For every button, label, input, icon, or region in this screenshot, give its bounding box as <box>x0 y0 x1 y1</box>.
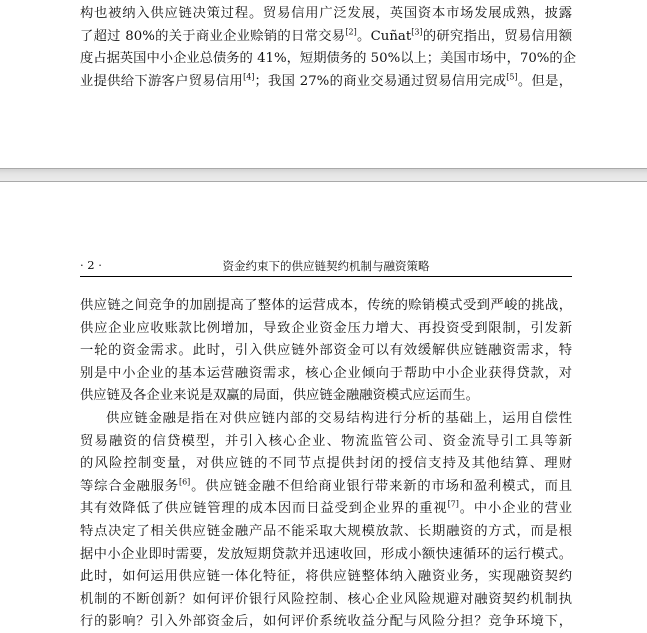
header-rule <box>80 276 572 277</box>
citation-ref: [2] <box>345 27 357 37</box>
page-bottom-line <box>106 407 572 430</box>
page-bottom-line <box>80 430 572 453</box>
text-run: 业提供给下游客户贸易信用 <box>80 73 244 89</box>
text-run: 供应企业应收账款比例增加，导致企业资金压力增大、再投资受到限制，引发新 <box>80 320 572 336</box>
text-run: 其有效降低了供应链管理的成本因而日益受到企业界的重视 <box>80 501 448 517</box>
text-run: 贸易融资的信贷模型，并引入核心企业、物流监管公司、资金流导引工具等新 <box>80 433 572 449</box>
text-run: 特点决定了相关供应链金融产品不能采取大规模放款、长期融资的方式，而是根 <box>80 524 572 539</box>
text-run: 。但是， <box>517 73 573 89</box>
running-title: 资金约束下的供应链契约机制与融资策略 <box>222 259 430 273</box>
text-run: 构也被纳入供应链决策过程。贸易信用广泛发展，英国资本市场发展成熟，披露 <box>80 6 572 21</box>
page-bottom-line <box>80 339 572 362</box>
text-run: 一轮的资金需求。此时，引入供应链外部资金可以有效缓解供应链融资需求，特 <box>80 343 572 359</box>
document-page-bottom <box>0 182 647 630</box>
page-gap-top-edge <box>0 168 647 169</box>
running-header <box>80 258 572 276</box>
page-bottom-line <box>80 610 572 633</box>
page-top-line <box>80 47 577 70</box>
page-bottom-line <box>80 497 572 520</box>
text-run: 。供应链金融不但给商业银行带来新的市场和盈利模式，而且 <box>190 478 573 494</box>
page-bottom-line <box>80 294 572 317</box>
page-number: · 2 · <box>80 258 102 272</box>
text-run: 度占据英国中小企业总债务的 41%，短期债务的 50%以上；美国市场中，70%的企 <box>80 51 577 66</box>
text-run: 据中小企业即时需要，发放短期贷款并迅速收回，形成小额快速循环的运行模式。 <box>80 546 572 562</box>
page-bottom-line <box>80 588 572 611</box>
text-run: 别是中小企业的基本运营融资需求，核心企业倾向于帮助中小企业获得贷款，对 <box>80 365 572 381</box>
page-gap <box>0 168 647 182</box>
page-bottom-line <box>80 475 572 498</box>
page-bottom-line <box>80 452 572 475</box>
text-run: 机制的不断创新？如何评价银行风险控制、核心企业风险规避对融资契约机制执 <box>80 591 572 607</box>
page-top-line <box>80 70 572 93</box>
page-bottom-line <box>80 362 572 385</box>
text-run: 此时，如何运用供应链一体化特征，将供应链整体纳入融资业务，实现融资契约 <box>80 569 572 585</box>
page-bottom-line <box>80 565 572 588</box>
text-run: 供应链金融是指在对供应链内部的交易结构进行分析的基础上，运用自偿性 <box>106 411 572 426</box>
text-run: 供应链及各企业来说是双赢的局面，供应链金融融资模式应运而生。 <box>80 388 479 404</box>
text-run: 的风险控制变量，对供应链的不同节点提供封闭的授信支持及其他结算、理财 <box>80 456 572 472</box>
citation-ref: [6] <box>178 477 191 487</box>
text-run: 的研究指出，贸易信用额 <box>422 28 573 44</box>
page-bottom-line <box>80 384 572 407</box>
text-run: ；我国 27%的商业交易通过贸易信用完成 <box>254 73 507 89</box>
text-run: 。中小企业的营业 <box>458 501 573 517</box>
citation-ref: [3] <box>411 27 423 37</box>
document-page-top <box>0 0 647 168</box>
citation-ref: [7] <box>447 499 459 509</box>
page-top-line <box>80 2 572 25</box>
page-bottom-line <box>80 520 572 543</box>
text-run: 了超过 80%的关于商业企业赊销的日常交易 <box>80 28 346 44</box>
text-run: 供应链之间竞争的加剧提高了整体的运营成本，传统的赊销模式受到严峻的挑战， <box>80 298 572 313</box>
page-top-line <box>80 25 572 48</box>
page-bottom-line <box>80 317 572 340</box>
text-run: 等综合金融服务 <box>80 478 179 494</box>
citation-ref: [5] <box>506 72 518 82</box>
page-bottom-line <box>80 543 572 566</box>
citation-ref: [4] <box>243 72 255 82</box>
text-run: 。Cuñat <box>356 28 412 44</box>
text-run: 行的影响？引入外部资金后，如何评价系统收益分配与风险分担？竞争环境下， <box>80 614 572 630</box>
